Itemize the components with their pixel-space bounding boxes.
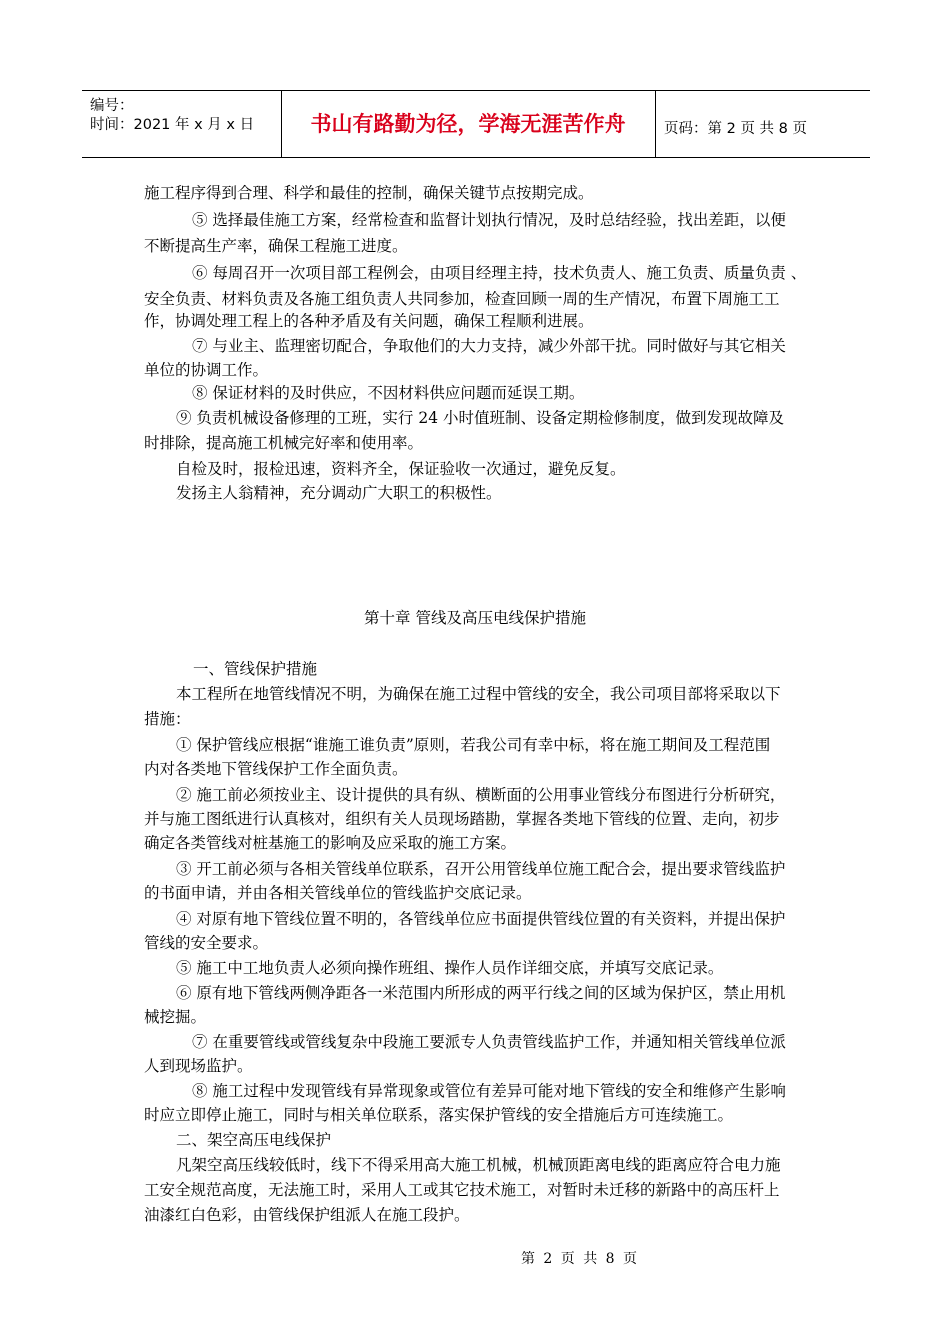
- header-divider-right: [655, 91, 656, 157]
- body-line: ⑥ 每周召开一次项目部工程例会，由项目经理主持，技术负责人、施工负责、质量负责 、: [192, 264, 807, 282]
- section-heading: 二、架空高压电线保护: [176, 1131, 332, 1149]
- body-line: 施工程序得到合理、科学和最佳的控制，确保关键节点按期完成。: [144, 184, 594, 202]
- body-line: 安全负责、材料负责及各施工组负责人共同参加，检查回顾一周的生产情况，布置下周施工工: [144, 290, 780, 308]
- body-line: ⑧ 保证材料的及时供应，不因材料供应问题而延误工期。: [192, 384, 585, 402]
- page-footer: 第 2 页 共 8 页: [520, 1251, 640, 1267]
- header-bottom-rule: [82, 157, 870, 158]
- body-line: ④ 对原有地下管线位置不明的，各管线单位应书面提供管线位置的有关资料，并提出保护: [176, 910, 786, 928]
- body-line: 凡架空高压线较低时，线下不得采用高大施工机械，机械顶距离电线的距离应符合电力施: [176, 1156, 781, 1174]
- body-line: 不断提高生产率，确保工程施工进度。: [144, 237, 408, 255]
- body-line: 时排除，提高施工机械完好率和使用率。: [144, 434, 424, 452]
- body-line: 内对各类地下管线保护工作全面负责。: [144, 760, 408, 778]
- body-line: ⑦ 与业主、监理密切配合，争取他们的大力支持，减少外部干扰。同时做好与其它相关: [192, 337, 786, 355]
- body-line: ⑨ 负责机械设备修理的工班，实行 24 小时值班制、设备定期检修制度，做到发现故障及: [176, 409, 785, 427]
- body-line: 确定各类管线对桩基施工的影响及应采取的施工方案。: [144, 834, 517, 852]
- body-line: ① 保护管线应根据“谁施工谁负责”原则，若我公司有幸中标，将在施工期间及工程范围: [176, 736, 771, 754]
- body-line: 本工程所在地管线情况不明，为确保在施工过程中管线的安全，我公司项目部将采取以下: [176, 685, 781, 703]
- body-line: 并与施工图纸进行认真核对，组织有关人员现场踏勘，掌握各类地下管线的位置、走向，初步: [144, 810, 780, 828]
- body-line: ⑤ 施工中工地负责人必须向操作班组、操作人员作详细交底，并填写交底记录。: [176, 959, 724, 977]
- body-line: 油漆红白色彩，由管线保护组派人在施工段护。: [144, 1206, 470, 1224]
- body-line: 自检及时，报检迅速，资料齐全，保证验收一次通过，避免反复。: [176, 460, 626, 478]
- body-line: ⑦ 在重要管线或管线复杂中段施工要派专人负责管线监护工作，并通知相关管线单位派: [192, 1033, 786, 1051]
- header-time-label: 时间：2021 年 x 月 x 日: [90, 117, 255, 133]
- header-top-rule: [82, 90, 870, 91]
- body-line: 时应立即停止施工，同时与相关单位联系，落实保护管线的安全措施后方可连续施工。: [144, 1106, 734, 1124]
- body-line: 械挖掘。: [144, 1008, 207, 1026]
- body-line: 工安全规范高度，无法施工时，采用人工或其它技术施工，对暂时未迁移的新路中的高压杆上: [144, 1181, 780, 1199]
- body-line: ② 施工前必须按业主、设计提供的具有纵、横断面的公用事业管线分布图进行分析研究，: [176, 786, 786, 804]
- header-number-label: 编号：: [90, 98, 134, 114]
- body-line: 人到现场监护。: [144, 1057, 253, 1075]
- body-line: ⑥ 原有地下管线两侧净距各一米范围内所形成的两平行线之间的区域为保护区，禁止用机: [176, 984, 786, 1002]
- body-line: 单位的协调工作。: [144, 361, 269, 379]
- body-line: ⑤ 选择最佳施工方案，经常检查和监督计划执行情况，及时总结经验，找出差距，以便: [192, 211, 786, 229]
- body-line: 管线的安全要求。: [144, 934, 269, 952]
- body-line: 的书面申请，并由各相关管线单位的管线监护交底记录。: [144, 884, 532, 902]
- body-line: ③ 开工前必须与各相关管线单位联系，召开公用管线单位施工配合会，提出要求管线监护: [176, 860, 786, 878]
- chapter-title: 第十章 管线及高压电线保护措施: [364, 609, 586, 627]
- body-line: ⑧ 施工过程中发现管线有异常现象或管位有差异可能对地下管线的安全和维修产生影响: [192, 1082, 786, 1100]
- section-heading: 一、管线保护措施: [193, 660, 318, 678]
- body-line: 作，协调处理工程上的各种矛盾及有关问题，确保工程顺利进展。: [144, 312, 594, 330]
- body-line: 发扬主人翁精神，充分调动广大职工的积极性。: [176, 484, 502, 502]
- header-page-code: 页码：第 2 页 共 8 页: [664, 121, 807, 137]
- header-motto: 书山有路勤为径，学海无涯苦作舟: [310, 112, 626, 136]
- body-line: 措施：: [144, 710, 191, 728]
